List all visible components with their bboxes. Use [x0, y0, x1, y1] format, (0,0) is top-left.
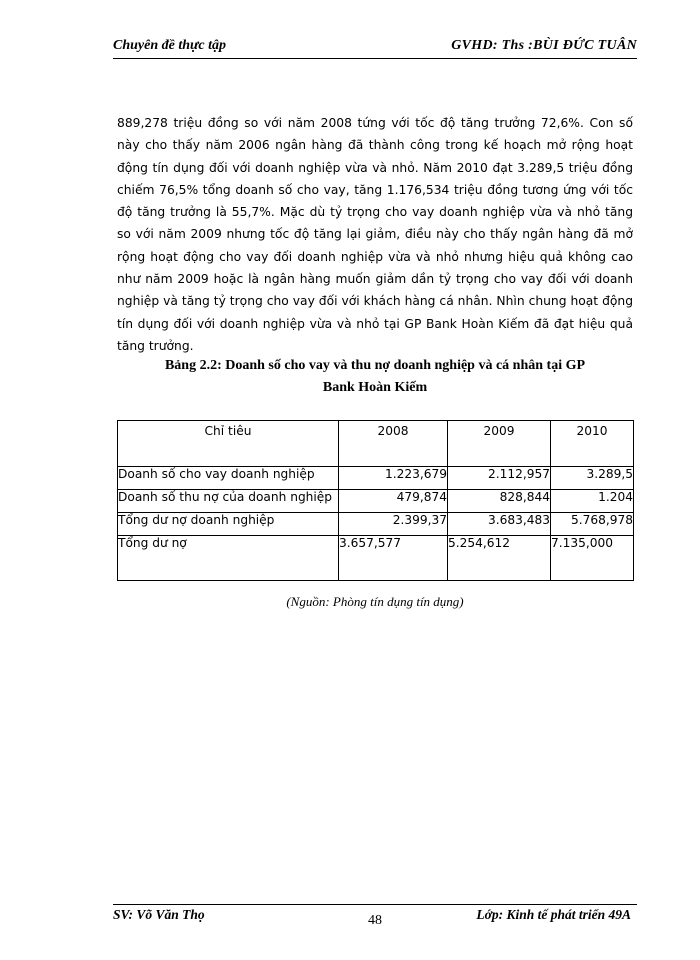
- table-cell: 2.399,37: [339, 513, 448, 536]
- table-header-cell: 2008: [339, 421, 448, 467]
- row-label: Tổng dư nợ: [118, 536, 339, 581]
- table-cell: 479,874: [339, 490, 448, 513]
- body-paragraph: 889,278 triệu đồng so với năm 2008 tứng với tốc độ tăng trưởng 72,6%. Con số này cho thấy năm 2006 ngân hàng đã thành công trong kế hoạch mở rộng hoạt động tín dụng đối với doanh nghiệp vừa và nhỏ. Năm 2010 đạt 3.289,5 triệu đồng chiếm 76,5% tổng doanh số cho vay, tăng 1.176,534 triệu đồng tương ứng với tốc độ tăng trưởng là 55,7%. Mặc dù tỷ trọng cho vay doanh nghiệp vừa và nhỏ tăng so với năm 2009 nhưng tốc độ tăng lại giảm, điều này cho thấy ngân hàng đã mở rộng hoạt động cho vay đối doanh nghiệp vừa và nhỏ nhưng hiệu quả không cao như năm 2009 hoặc là ngân hàng muốn giảm dần tỷ trọng cho vay đối với doanh nghiệp và tăng tỷ trọng cho vay đối với khách hàng cá nhân. Nhìn chung hoạt động tín dụng đối với doanh nghiệp vừa và nhỏ tại GP Bank Hoàn Kiếm đã đạt hiệu quả tăng trưởng.: [117, 116, 633, 353]
- table-header-cell: Chỉ tiêu: [118, 421, 339, 467]
- page-footer: [113, 904, 637, 927]
- table-cell: 828,844: [448, 490, 551, 513]
- table-cell: 3.289,5: [551, 467, 634, 490]
- loan-table: [117, 420, 634, 581]
- table-row: [118, 536, 634, 581]
- table-row: [118, 467, 634, 490]
- table-header-row: [118, 421, 634, 467]
- header-supervisor: GVHD: Ths :BÙI ĐỨC TUÂN: [451, 38, 637, 53]
- footer-student: SV: Võ Văn Thọ: [113, 907, 205, 922]
- footer-class: Lớp: Kinh tế phát triển 49A: [476, 907, 631, 922]
- table-cell: 5.254,612: [448, 536, 551, 581]
- header-subject: Chuyên đề thực tập: [113, 38, 227, 53]
- table-cell: 1.223,679: [339, 467, 448, 490]
- table-caption: [117, 355, 633, 399]
- table-header-cell: 2009: [448, 421, 551, 467]
- table-row: [118, 513, 634, 536]
- row-label: Tổng dư nợ doanh nghiệp: [118, 513, 339, 536]
- table-caption-line-2: Bank Hoàn Kiếm: [322, 380, 428, 395]
- page-header: [113, 36, 637, 59]
- table-cell: 2.112,957: [448, 467, 551, 490]
- table-row: [118, 490, 634, 513]
- table-cell: 1.204: [551, 490, 634, 513]
- table-source: (Nguồn: Phòng tín dụng tín dụng): [286, 594, 464, 609]
- row-label: Doanh số cho vay doanh nghiệp: [118, 467, 339, 490]
- page-number: 48: [368, 913, 382, 928]
- table-cell: 3.657,577: [339, 536, 448, 581]
- table-cell: 5.768,978: [551, 513, 634, 536]
- table-caption-line-1: Bảng 2.2: Doanh số cho vay và thu nợ doanh nghiệp và cá nhân tại GP: [164, 358, 586, 373]
- table-cell: 7.135,000: [551, 536, 634, 581]
- table-header-cell: 2010: [551, 421, 634, 467]
- row-label: Doanh số thu nợ của doanh nghiệp: [118, 490, 339, 513]
- table-cell: 3.683,483: [448, 513, 551, 536]
